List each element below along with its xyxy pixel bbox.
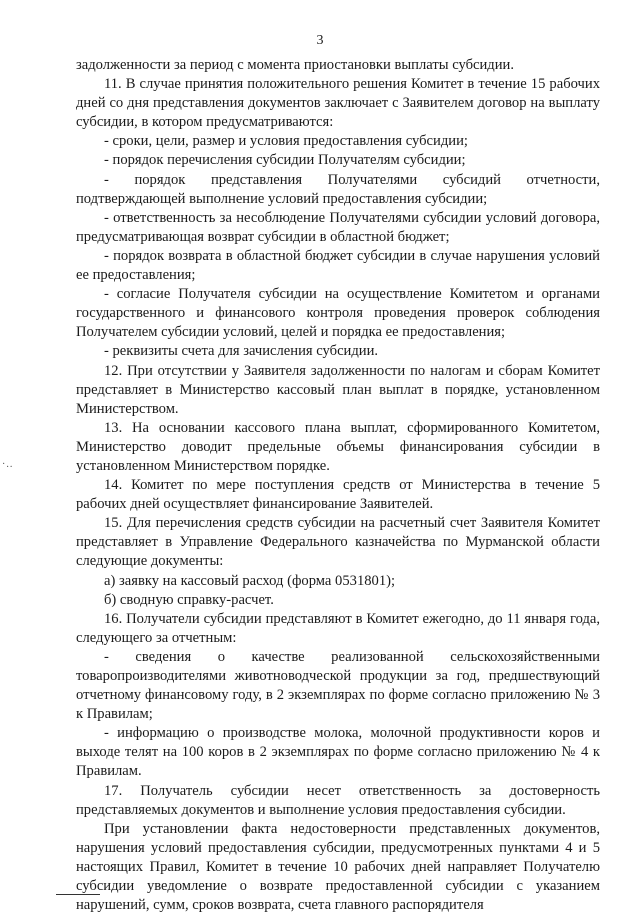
paragraph-item-15: 15. Для перечисления средств субсидии на расчетный счет Заявителя Комитет представляет в Управление Федерального казначейства по Мурманской области следующие документы: [76,515,600,570]
paragraph-item-13: 13. На основании кассового плана выплат, сформированного Комитетом, Министерство доводит предельные объемы финансирования субсидии в установленном Министерством порядке. [76,419,600,474]
paragraph-item-11: 11. В случае принятия положительного решения Комитет в течение 15 рабочих дней со дня представления документов заключает с Заявителем договор на выплату субсидии, в котором предусматриваются: [76,76,600,131]
list-item-quality-info: - сведения о качестве реализованной сельскохозяйственными товаропроизводителями животноводческой продукции за год, предшествующий отчетному финансовому году, в 2 экземплярах по форме согласно приложению № 3 к Правилам; [76,648,600,723]
list-item-account-details: - реквизиты счета для зачисления субсидии. [104,343,379,360]
list-item-consent: - согласие Получателя субсидии на осуществление Комитетом и органами государственного и финансового контроля проведения проверок соблюдения Получателем субсидии условий, целей и порядка ее предоставления; [76,286,600,341]
paragraph-item-14: 14. Комитет по мере поступления средств от Министерства в течение 5 рабочих дней осуществляет финансирование Заявителей. [76,477,600,513]
paragraph-item-17: 17. Получатель субсидии несет ответственность за достоверность представляемых документов и выполнение условия предоставления субсидии. [76,782,600,818]
paragraph-violation-procedure: При установлении факта недостоверности представленных документов, нарушения условий предоставления субсидии, предусмотренных пунктами 4 и 5 настоящих Правил, Комитет в течение 10 рабочих дней направляет Получателю субсидии уведомление о возврате предоставленной субсидии с указанием нарушений, сумм, сроков возврата, счета главного распорядителя [76,820,600,914]
paragraph-item-12: 12. При отсутствии у Заявителя задолженности по налогам и сборам Комитет представляет в Министерство кассовый план выплат в порядке, установленном Министерством. [76,362,600,417]
list-item-reporting: - порядок представления Получателями субсидий отчетности, подтверждающей выполнение условий предоставления субсидии; [76,171,600,207]
footer-rule [56,894,100,895]
list-item-responsibility: - ответственность за несоблюдение Получателями субсидии условий договора, предусматривающая возврат субсидии в областной бюджет; [76,209,600,245]
paragraph-item-16: 16. Получатели субсидии представляют в Комитет ежегодно, до 11 января года, следующего за отчетным: [76,610,600,646]
list-item-return-order: - порядок возврата в областной бюджет субсидии в случае нарушения условий ее предоставления; [76,247,600,284]
list-item-summary-calculation: б) сводную справку-расчет. [104,591,274,608]
list-item-cash-request: а) заявку на кассовый расход (форма 0531801); [104,572,396,589]
list-item-transfer-order: - порядок перечисления субсидии Получателям субсидии; [104,152,466,169]
list-item-milk-production-info: - информацию о производстве молока, молочной продуктивности коров и выходе телят на 100 коров в 2 экземплярах по форме согласно приложению № 4 к Правилам. [76,725,600,780]
page-number: 3 [316,33,324,48]
document-body [76,56,600,915]
paragraph-continuation: задолженности за период с момента приостановки выплаты субсидии. [76,57,514,73]
margin-mark: ·.. [2,459,14,470]
list-item-terms: - сроки, цели, размер и условия предоставления субсидии; [104,133,468,150]
